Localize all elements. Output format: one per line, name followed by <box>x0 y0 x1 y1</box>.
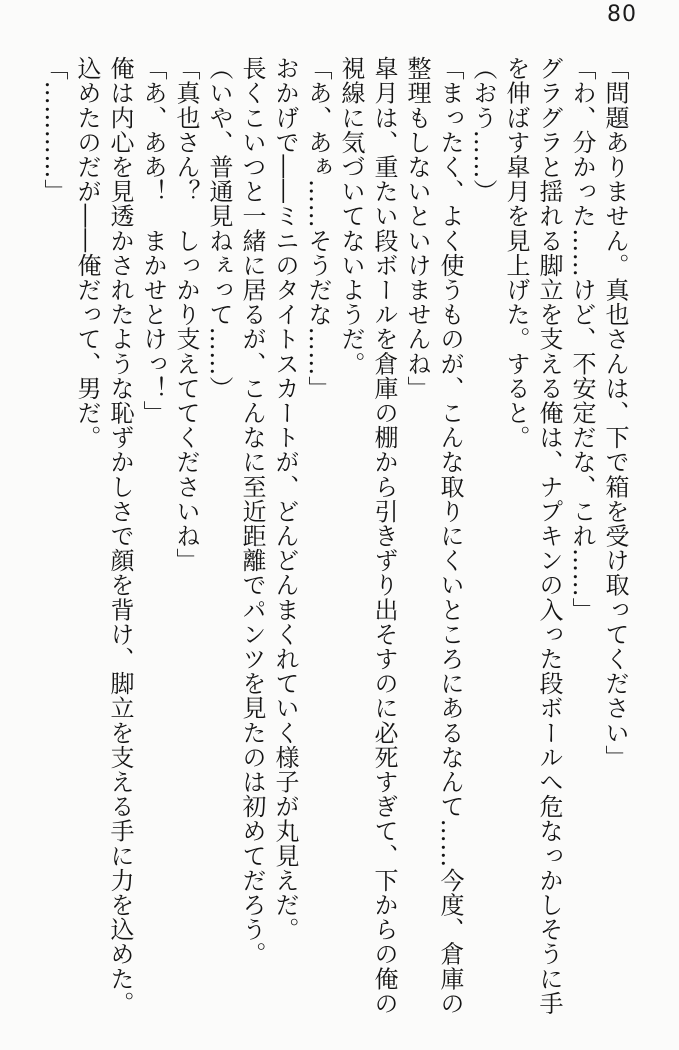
text-line: 俺は内心を見透かされたような恥ずかしさで顔を背け、脚立を支える手に力を込めた。 <box>106 56 134 1016</box>
vertical-text-block <box>37 56 631 1038</box>
text-line: グラグラと揺れる脚立を支える俺は、ナプキンの入った段ボールへ危なっかしそうに手 <box>535 56 563 1016</box>
text-line: 「まったく、よく使うものが、こんな取りにくいところにあるなんて……今度、倉庫の <box>436 56 464 1016</box>
text-line: 「真也さん？ しっかり支えててくださいね」 <box>172 56 200 573</box>
text-line: おかげで――ミニのタイトスカートが、どんどんまくれていく様子が丸見えだ。 <box>271 56 299 942</box>
text-line: 「あ、ああ！ まかせとけっ！」 <box>139 56 167 425</box>
text-line: を伸ばす皐月を見上げた。すると。 <box>502 56 530 450</box>
text-line: 「あ、あぁ……そうだな……」 <box>304 56 332 401</box>
text-line: 視線に気づいてないようだ。 <box>337 56 365 376</box>
text-line: 「…………」 <box>40 56 68 204</box>
text-line: 整理もしないといけませんね」 <box>403 56 431 401</box>
page-number: 80 <box>607 2 637 27</box>
text-line: 「わ、分かった……けど、不安定だな、これ……」 <box>568 56 596 622</box>
text-line: （いや、普通見ねぇって……） <box>205 56 233 401</box>
text-line: 「問題ありません。真也さんは、下で箱を受け取ってください」 <box>601 56 629 770</box>
text-line: 込めたのだが――俺だって、男だ。 <box>73 56 101 450</box>
text-line: （おう……） <box>469 56 497 204</box>
text-line: 皐月は、重たい段ボールを倉庫の棚から引きずり出そすのに必死すぎて、下からの俺の <box>370 56 398 1016</box>
text-line: 長くこいつと一緒に居るが、こんなに至近距離でパンツを見たのは初めてだろう。 <box>238 56 266 967</box>
